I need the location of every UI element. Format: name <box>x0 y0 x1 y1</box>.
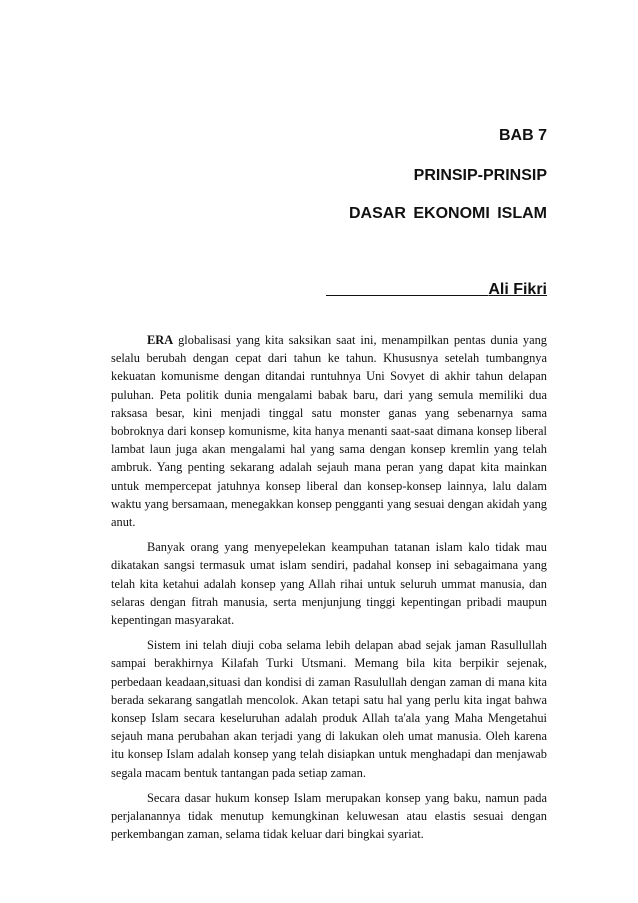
paragraph-text: Banyak orang yang menyepelekan keampuhan tatanan islam kalo tidak mau dikatakan sangsi termasuk umat islam sendiri, padahal konsep ini sebagaimana yang telah kita ketahui adalah konsep yang Allah rihai untuk seluruh ummat manusia, dan selaras dengan fitrah manusia, serta menjunjung tinggi kepentingan pribadi maupun kepentingan masyarakat. <box>111 540 547 628</box>
paragraph-4 <box>111 789 547 844</box>
chapter-title-line-2: DASAR EKONOMI ISLAM <box>349 205 547 222</box>
paragraph-lead-word: ERA <box>147 333 174 347</box>
author-name: Ali Fikri <box>488 281 547 298</box>
chapter-number: BAB 7 <box>498 127 547 144</box>
body-text <box>111 331 547 850</box>
paragraph-1 <box>111 331 547 531</box>
paragraph-text: globalisasi yang kita saksikan saat ini, menampilkan pentas dunia yang selalu berubah dengan cepat dari tahun ke tahun. Khususnya setelah tumbangnya kekuatan komunisme dengan ditandai runtuhnya Uni Sovyet di akhir tahun delapan puluhan. Peta politik dunia mengalami babak baru, dari yang semula memiliki dua raksasa besar, kini menjadi tinggal satu monster ganas yang sebenarnya sama bobroknya dari konsep komunisme, kita hanya menanti saat-saat dimana konsep liberal lambat laun juga akan mengalami hal yang sama dengan konsep kremlin yang telah ambruk. Yang penting sekarang adalah sejauh mana peran yang dapat kita mainkan untuk mempercepat jatuhnya konsep liberal dan konsep-konsep lainnya, lalu dalam waktu yang bersamaan, menegakkan konsep pengganti yang sesuai dengan akidah yang anut. <box>111 333 547 530</box>
paragraph-3 <box>111 636 547 782</box>
paragraph-text: Secara dasar hukum konsep Islam merupakan konsep yang baku, namun pada perjalanannya tidak menutup kemungkinan keluwesan atau elastis sesuai dengan perkembangan zaman, selama tidak keluar dari bingkai syariat. <box>111 790 547 842</box>
author-block <box>326 281 547 299</box>
paragraph-2 <box>111 538 547 629</box>
author-rule <box>326 295 488 296</box>
paragraph-text: Sistem ini telah diuji coba selama lebih delapan abad sejak jaman Rasullullah sampai berakhirnya Kilafah Turki Utsmani. Memang bila kita berpikir sejenak, perbedaan keadaan,situasi dan kondisi di zaman Rasulullah dengan zaman di mana kita berada sekarang sangatlah mencolok. Akan tetapi satu hal yang perlu kita ingat bahwa konsep Islam secara keseluruhan adalah produk Allah ta'ala yang Maha Mengetahui sejauh mana perubahan akan terjadi yang di lakukan oleh umat manusia. Oleh karena itu konsep Islam adalah konsep yang telah disiapkan untuk menghadapi dan menjawab segala macam bentuk tantangan pada setiap zaman. <box>111 638 547 780</box>
chapter-title-line-1: PRINSIP-PRINSIP <box>413 167 547 184</box>
